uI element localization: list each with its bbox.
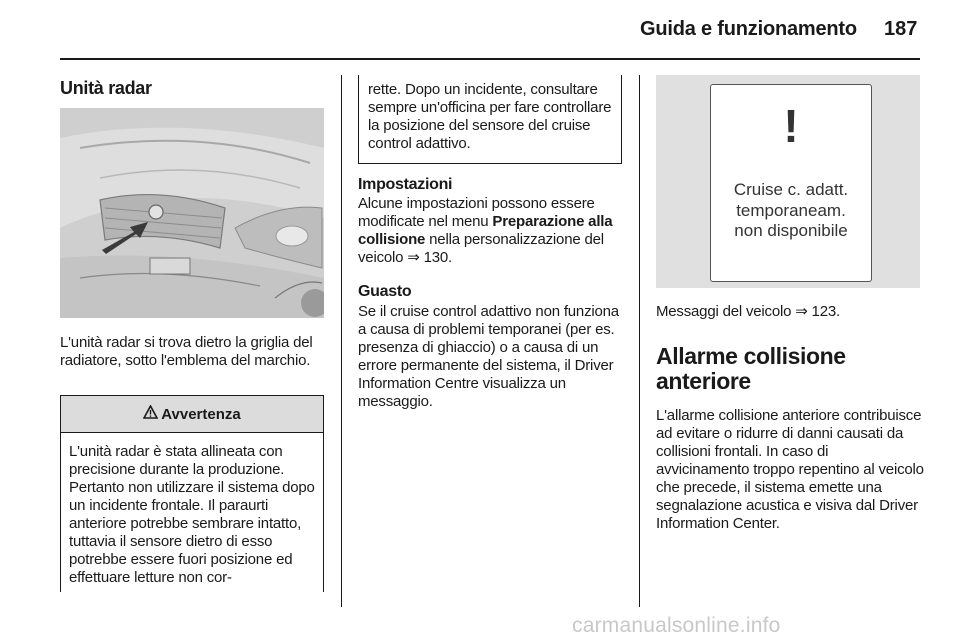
page-number: 187	[884, 18, 918, 40]
watermark: carmanualsonline.info	[572, 614, 781, 637]
section-heading-radar: Unità radar	[60, 78, 152, 98]
warning-header	[61, 396, 323, 433]
section-heading-guasto: Guasto	[358, 283, 412, 300]
car-front-illustration	[60, 108, 324, 318]
messages-ref-text: Messaggi del veicolo	[656, 303, 796, 320]
car-front-photo	[60, 108, 324, 318]
menu-name-preparazione: Preparazione alla collisione	[358, 213, 613, 248]
impostazioni-text-after: nella personalizzazione del veicolo	[358, 231, 604, 266]
impostazioni-text-before: Alcune impostazioni possono essere modificate nel menu	[358, 195, 595, 230]
impostazioni-ref-page: 130.	[419, 249, 453, 266]
exclamation-icon: !	[783, 100, 799, 152]
section-heading-impostazioni: Impostazioni	[358, 176, 453, 193]
warning-box	[60, 395, 324, 592]
running-header-title: Guida e funzionamento	[640, 18, 857, 40]
column-divider-left	[341, 75, 342, 607]
display-line-1: Cruise c. adatt.	[733, 180, 849, 199]
display-line-3: non disponibile	[734, 221, 848, 240]
dic-display-illustration	[656, 75, 920, 288]
messages-ref-page: 123.	[807, 303, 840, 320]
display-screen	[710, 84, 872, 282]
radar-location-paragraph: L'unità radar si trova dietro la griglia del radiatore, sotto l'emblema del marchio.	[60, 334, 313, 369]
page-ref-arrow-icon: ⇒	[407, 249, 420, 266]
warning-text: L'unità radar è stata allineata con precisione durante la produzione. Pertanto non utilizzare il sistema dopo un incidente frontale. Il paraurti anteriore potrebbe sembrare intatto, tuttavia il sensore dietro di esso potrebbe essere fuori posizione ed effettuare letture non cor-	[69, 443, 315, 586]
display-line-2: temporaneam.	[736, 201, 846, 220]
page-ref-arrow-icon: ⇒	[795, 303, 808, 320]
warning-title: Avvertenza	[161, 405, 241, 423]
section-heading-allarme: Allarme collisione anteriore	[656, 343, 846, 394]
warning-box-continued	[358, 75, 622, 164]
impostazioni-paragraph	[358, 195, 626, 267]
warning-triangle-icon	[143, 405, 158, 423]
column-divider-right	[639, 75, 640, 607]
guasto-paragraph: Se il cruise control adattivo non funziona a causa di problemi temporanei (per es. presenza di ghiaccio) o a causa di un errore permanente del sistema, il Driver Information Centre visualizza un messaggio.	[358, 303, 619, 410]
vehicle-messages-reference	[656, 303, 920, 321]
allarme-paragraph: L'allarme collisione anteriore contribuisce ad evitare o ridurre di danni causati da collisioni frontali. In caso di avvicinamento troppo repentino al veicolo che precede, il sistema emette una segnalazione acustica e visiva dal Driver Information Center.	[656, 407, 924, 532]
warning-continued-text: rette. Dopo un incidente, consultare sempre un'officina per fare controllare la posizione del sensore del cruise control adattivo.	[368, 81, 612, 152]
header-rule	[60, 58, 920, 60]
